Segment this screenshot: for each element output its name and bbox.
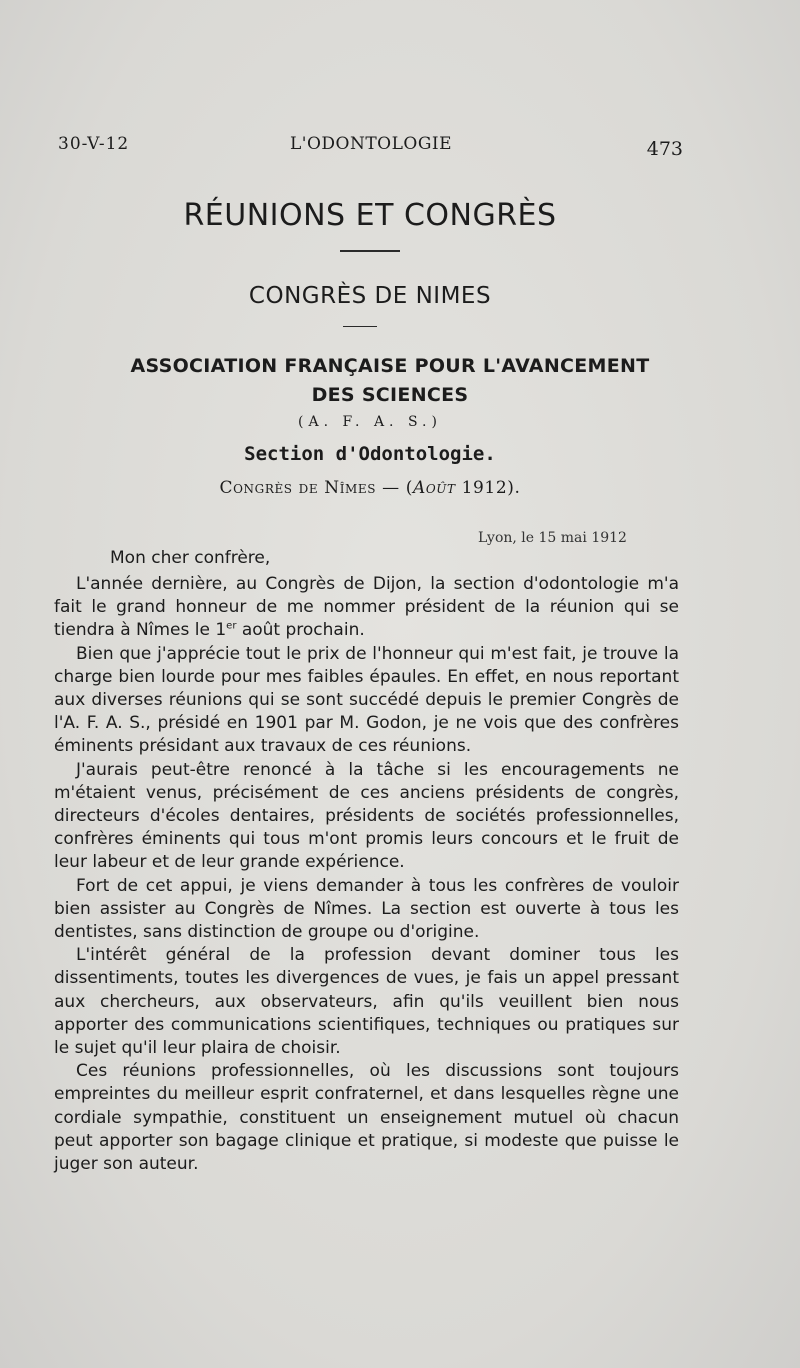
paragraph-4: Fort de cet appui, je viens demander à tous les confrères de vouloir bien assister au Congrès de Nîmes. La section est ouverte à tous les dentistes, sans distinction de groupe ou d'origine.: [54, 875, 679, 943]
paragraph-6: Ces réunions professionnelles, où les discussions sont toujours empreintes du meilleur esprit confraternel, et dans lesquelles règne une cordiale sympathie, constituent un enseignement mutuel où chacun peut apporter son bagage clinique et pratique, si modeste que puisse le juger son auteur.: [54, 1061, 679, 1175]
paragraph-5: L'intérêt général de la profession devant dominer tous les dissentiments, toutes les divergences de vues, je fais un appel pressant aux chercheurs, aux observateurs, afin qu'ils veuillent bien nous apporter des communications scientifiques, techniques ou pratiques sur le sujet qu'il leur plaira de choisir.: [54, 945, 679, 1059]
congress-line: [0, 478, 740, 498]
congress-prefix: Congrès de Nîmes — (: [219, 478, 413, 498]
page-title: RÉUNIONS ET CONGRÈS: [183, 198, 557, 233]
paragraph-1: [54, 573, 679, 643]
association-line-1: ASSOCIATION FRANÇAISE POUR L'AVANCEMENT: [130, 355, 650, 377]
issue-date: 30-V-12: [58, 134, 130, 154]
paragraph-2: Bien que j'apprécie tout le prix de l'honneur qui m'est fait, je trouve la charge bien lourde pour mes faibles épaules. En effet, en nous reportant aux diverses réunions qui se sont succédé depuis le premier Congrès de l'A. F. A. S., présidé en 1901 par M. Godon, je ne vois que des confrères éminents présidant aux travaux de ces réunions.: [54, 643, 679, 757]
title-divider: [340, 250, 400, 252]
association-line-2: DES SCIENCES: [311, 384, 469, 406]
page-number: 473: [646, 138, 683, 160]
paragraph-1-text: L'année dernière, au Congrès de Dijon, la section d'odontologie m'a fait le grand honneur de me nommer président de la réunion qui se tiendra à Nîmes le 1: [54, 574, 679, 641]
association-heading: [40, 352, 740, 410]
subtitle-divider: [343, 326, 377, 327]
association-acronym: (A. F. A. S.): [298, 414, 442, 430]
section-heading: Section d'Odontologie.: [244, 443, 496, 465]
ordinal-superscript: er: [226, 620, 237, 632]
letter-salutation: Mon cher confrère,: [110, 548, 271, 568]
congress-month: Août: [412, 478, 456, 498]
journal-name: L'ODONTOLOGIE: [290, 134, 453, 154]
paragraph-3: J'aurais peut-être renoncé à la tâche si les encouragements ne m'étaient venus, précisément de ces anciens présidents de congrès, directeurs d'écoles dentaires, présidents de sociétés professionnelles, confrères éminents qui tous m'ont promis leurs concours et le fruit de leur labeur et de leur grande expérience.: [54, 759, 679, 873]
congress-year: 1912).: [455, 478, 521, 498]
section-subtitle: CONGRÈS DE NIMES: [248, 283, 492, 309]
letter-dateline: Lyon, le 15 mai 1912: [478, 530, 627, 546]
letter-body: [54, 573, 679, 1176]
paragraph-1-end: août prochain.: [236, 620, 365, 641]
running-header: [58, 132, 683, 162]
